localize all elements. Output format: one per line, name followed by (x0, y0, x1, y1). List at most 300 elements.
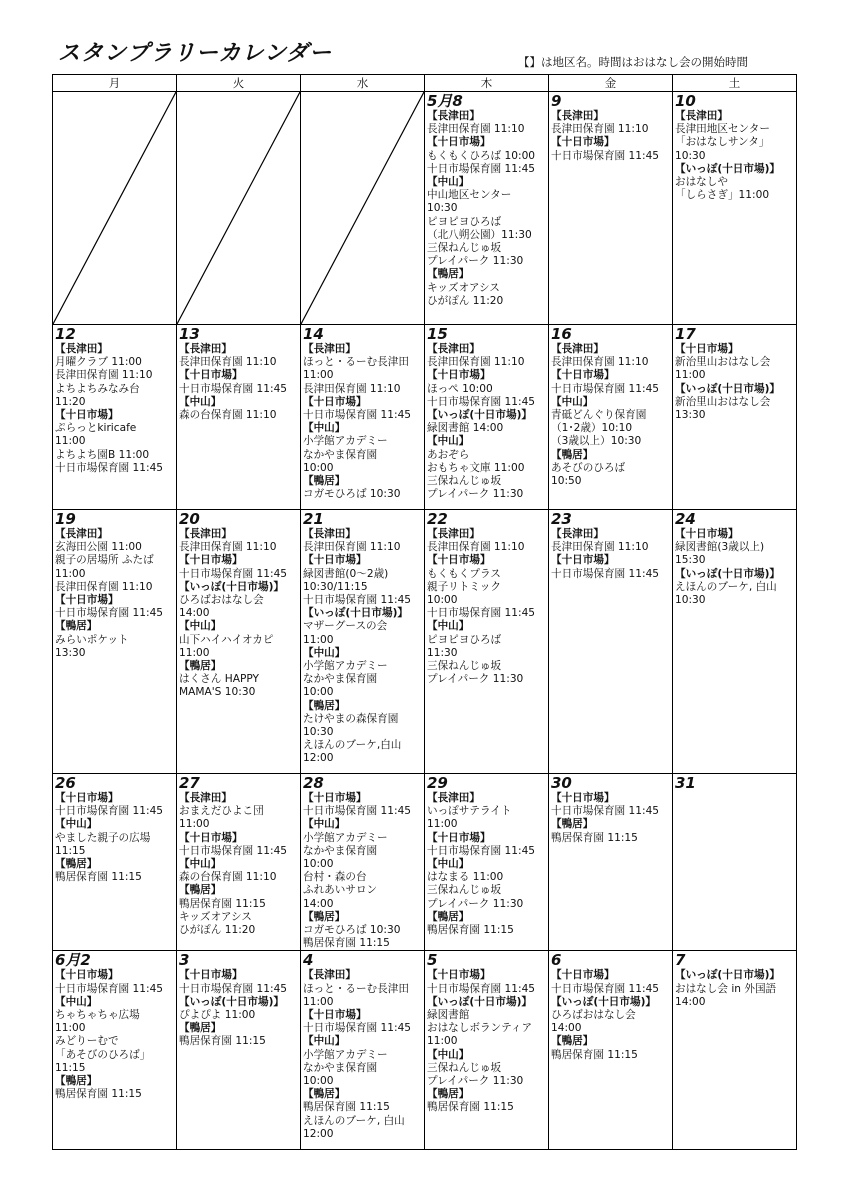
district-label: 【十日市場】 (179, 554, 243, 567)
day-number: 30 (551, 774, 572, 792)
district-label: 【長津田】 (551, 528, 604, 540)
district-label: 【長津田】 (551, 343, 604, 355)
district-label: 【長津田】 (55, 528, 108, 540)
event-line: コガモひろば 10:30 (303, 924, 401, 937)
district-label: 【中山】 (551, 395, 594, 408)
day-number: 22 (427, 510, 448, 528)
event-line: 小学館アカデミー (303, 435, 388, 448)
event-line: いっぽサテライト (427, 805, 512, 818)
district-label: 【鴨居】 (551, 818, 594, 831)
district-label: 【十日市場】 (55, 409, 119, 422)
district-label: 【中山】 (179, 858, 222, 871)
day-cell (425, 951, 549, 1150)
event-line: なかやま保育園 (303, 448, 378, 461)
day-cell (549, 325, 673, 510)
district-label: 【鴨居】 (179, 884, 222, 897)
event-line: 十日市場保育園 11:45 (179, 982, 288, 995)
district-label: 【十日市場】 (303, 395, 367, 408)
event-line: 鴨居保育園 11:15 (551, 1048, 638, 1061)
event-line: おもちゃ文庫 11:00 (427, 461, 525, 474)
event-line: 十日市場保育園 11:45 (179, 382, 288, 395)
day-number: 6 (551, 951, 562, 970)
event-line: 14:00 (551, 1022, 582, 1035)
event-line: 十日市場保育園 11:45 (551, 805, 660, 818)
district-label: 【長津田】 (55, 343, 108, 355)
district-label: 【長津田】 (179, 343, 232, 355)
event-line: （北八朔公園）11:30 (427, 228, 532, 241)
weekday-thu: 木 (425, 75, 549, 92)
district-label: 【中山】 (179, 395, 222, 408)
day-cell (53, 510, 177, 774)
event-line: 長津田保育園 11:10 (55, 580, 153, 593)
event-line: 十日市場保育園 11:45 (427, 162, 536, 175)
event-line: プレイパーク 11:30 (427, 897, 524, 910)
event-line: 10:30 (303, 726, 334, 739)
district-label: 【中山】 (303, 1035, 346, 1048)
district-label: 【いっぽ(十日市場)】 (427, 995, 533, 1008)
event-line: ほっと・るーむ長津田 (303, 356, 409, 369)
event-line: 14:00 (179, 607, 210, 620)
event-line: 11:00 (427, 818, 458, 831)
district-label: 【いっぽ(十日市場)】 (427, 409, 533, 422)
calendar-title: スタンプラリーカレンダー (58, 41, 333, 66)
event-line: 10:00 (303, 461, 334, 474)
event-line: 長津田保育園 11:10 (179, 541, 277, 554)
event-line: コガモひろば 10:30 (303, 488, 401, 501)
event-line: 13:30 (55, 646, 86, 659)
event-line: 三保ねんじゅ坂 (427, 475, 502, 488)
district-label: 【十日市場】 (303, 554, 367, 567)
weekday-wed: 水 (301, 75, 425, 92)
event-line: ほっと・るーむ長津田 (303, 982, 409, 995)
day-cell (301, 325, 425, 510)
day-number: 16 (551, 325, 572, 343)
event-line: 鴨居保育園 11:15 (551, 831, 638, 844)
event-line: 長津田地区センター (675, 123, 770, 136)
event-line: 14:00 (303, 897, 334, 910)
district-label: 【長津田】 (303, 343, 356, 355)
weekday-header (53, 75, 797, 92)
event-line: （1･2歳）10:10 (551, 422, 633, 435)
diagonal-strike (301, 92, 424, 324)
district-label: 【十日市場】 (179, 969, 243, 982)
district-label: 【十日市場】 (179, 369, 243, 382)
event-line: たけやまの森保育園 (303, 712, 399, 725)
day-number: 6月2 (55, 951, 91, 970)
event-line: 11:00 (303, 995, 334, 1008)
district-label: 【中山】 (55, 818, 98, 831)
day-number: 23 (551, 510, 572, 528)
day-cell (53, 951, 177, 1150)
district-label: 【鴨居】 (551, 448, 594, 461)
day-cell (301, 951, 425, 1150)
event-line: 十日市場保育園 11:45 (427, 395, 536, 408)
event-line: 10:00 (303, 686, 334, 699)
district-label: 【十日市場】 (675, 528, 739, 540)
day-cell (549, 92, 673, 325)
diagonal-strike (53, 92, 176, 324)
event-line: おはなしボランティア (427, 1022, 533, 1035)
district-label: 【十日市場】 (551, 136, 615, 149)
event-line: おはなし会 in 外国語 (675, 982, 777, 995)
event-line: 10:30 (675, 594, 706, 607)
event-line: 三保ねんじゅ坂 (427, 1061, 502, 1074)
event-line: 11:30 (427, 646, 458, 659)
event-line: 鴨居保育園 11:15 (303, 937, 390, 950)
week-row (53, 92, 797, 325)
empty-day-cell (177, 92, 301, 325)
event-line: 鴨居保育園 11:15 (179, 1035, 266, 1048)
event-line: 森の台保育園 11:10 (179, 409, 277, 422)
district-label: 【鴨居】 (55, 620, 98, 633)
district-label: 【十日市場】 (303, 792, 367, 804)
day-cell (673, 510, 797, 774)
district-label: 【いっぽ(十日市場)】 (551, 995, 657, 1008)
event-line: 十日市場保育園 11:45 (551, 149, 660, 162)
event-line: （3歳以上）10:30 (551, 435, 642, 448)
event-line: キッズオアシス (427, 281, 500, 294)
day-cell (673, 92, 797, 325)
event-line: よちよちみなみ台 (55, 382, 140, 395)
day-number: 13 (179, 325, 200, 343)
day-number: 26 (55, 774, 76, 792)
district-label: 【中山】 (427, 1048, 470, 1061)
district-label: 【長津田】 (427, 110, 480, 122)
event-line: やました親子の広場 (55, 831, 151, 844)
district-label: 【中山】 (427, 435, 470, 448)
event-line: 青砥どんぐり保育園 (551, 409, 647, 422)
event-line: 鴨居保育園 11:15 (55, 1088, 142, 1101)
day-cell (177, 774, 301, 951)
event-line: 11:00 (303, 633, 334, 646)
event-line: 十日市場保育園 11:45 (427, 607, 536, 620)
district-label: 【鴨居】 (303, 1088, 346, 1101)
event-line: 11:00 (675, 369, 706, 382)
event-line: 「おはなしサンタ」 (675, 136, 770, 149)
district-label: 【鴨居】 (303, 699, 346, 712)
event-line: 「しらさぎ」11:00 (675, 189, 770, 202)
district-label: 【十日市場】 (427, 136, 491, 149)
event-line: 12:00 (303, 1127, 334, 1140)
event-line: 11:20 (55, 395, 86, 408)
day-number: 15 (427, 325, 448, 343)
weekday-fri: 金 (549, 75, 673, 92)
day-cell (673, 774, 797, 951)
district-label: 【鴨居】 (179, 1022, 222, 1035)
event-line: 11:00 (55, 1022, 86, 1035)
week-row (53, 951, 797, 1150)
district-label: 【いっぽ(十日市場)】 (675, 162, 781, 175)
event-line: 緑図書館 14:00 (427, 422, 504, 435)
event-line: 十日市場保育園 11:45 (179, 844, 288, 857)
event-line: 12:00 (303, 752, 334, 765)
event-line: 十日市場保育園 11:45 (551, 382, 660, 395)
event-line: 長津田保育園 11:10 (427, 541, 525, 554)
day-cell (549, 510, 673, 774)
event-line: キッズオアシス (179, 910, 252, 923)
day-number: 7 (675, 951, 686, 970)
event-line: 13:30 (675, 409, 706, 422)
event-line: なかやま保育園 (303, 673, 378, 686)
event-line: 11:00 (55, 567, 86, 580)
event-line: 親子の居場所 ふたば (55, 554, 154, 567)
district-label: 【十日市場】 (427, 831, 491, 844)
day-cell (425, 774, 549, 951)
district-label: 【鴨居】 (55, 1075, 98, 1088)
event-line: 11:00 (55, 435, 86, 448)
event-line: 10:00 (303, 858, 334, 871)
event-line: 10:00 (427, 594, 458, 607)
district-label: 【十日市場】 (179, 831, 243, 844)
weekday-mon: 月 (53, 75, 177, 92)
event-line: プレイパーク 11:30 (427, 1075, 524, 1088)
event-line: 十日市場保育園 11:45 (551, 567, 660, 580)
day-number: 21 (303, 510, 324, 528)
district-label: 【十日市場】 (427, 554, 491, 567)
district-label: 【いっぽ(十日市場)】 (179, 995, 285, 1008)
event-line: 長津田保育園 11:10 (551, 123, 649, 136)
event-line: 14:00 (675, 995, 706, 1008)
district-label: 【十日市場】 (55, 594, 119, 607)
event-line: 十日市場保育園 11:45 (303, 409, 412, 422)
event-line: あおぞら (427, 448, 470, 461)
event-line: おまえだひよこ団 (179, 805, 264, 818)
event-line: 長津田保育園 11:10 (303, 382, 401, 395)
district-label: 【十日市場】 (427, 969, 491, 982)
event-line: 十日市場保育園 11:45 (551, 982, 660, 995)
weekday-sat: 土 (673, 75, 797, 92)
district-label: 【十日市場】 (551, 792, 615, 804)
event-line: 11:00 (179, 646, 210, 659)
event-line: おはなしや (675, 176, 728, 189)
event-line: 山下ハイハイオカピ (179, 633, 274, 646)
district-label: 【中山】 (303, 818, 346, 831)
event-line: 新治里山おはなし会 (675, 356, 771, 369)
day-cell (425, 325, 549, 510)
event-line: ひがぽん 11:20 (179, 924, 256, 937)
event-line: 十日市場保育園 11:45 (303, 805, 412, 818)
event-line: マザーグースの会 (303, 620, 388, 633)
event-line: 小学館アカデミー (303, 831, 388, 844)
day-number: 10 (675, 92, 696, 110)
event-line: 鴨居保育園 11:15 (427, 924, 514, 937)
event-line: はくさん HAPPY (179, 673, 259, 686)
district-label: 【中山】 (303, 646, 346, 659)
district-label: 【十日市場】 (551, 969, 615, 982)
event-line: 15:30 (675, 554, 706, 567)
district-label: 【長津田】 (551, 110, 604, 122)
day-cell (425, 510, 549, 774)
event-line: ひろばおはなし会 (179, 594, 264, 607)
day-number: 31 (675, 774, 696, 792)
day-number: 14 (303, 325, 324, 343)
day-number: 20 (179, 510, 200, 528)
day-number: 4 (303, 951, 314, 970)
event-line: 十日市場保育園 11:45 (303, 1022, 412, 1035)
event-line: 十日市場保育園 11:45 (427, 844, 536, 857)
event-line: 「あそびのひろば」 (55, 1048, 151, 1061)
event-line: 小学館アカデミー (303, 660, 388, 673)
event-line: 三保ねんじゅ坂 (427, 242, 502, 255)
district-label: 【中山】 (179, 620, 222, 633)
diagonal-strike (177, 92, 300, 324)
day-cell (673, 951, 797, 1150)
event-line: もくもくプラス (427, 567, 501, 580)
event-line: 長津田保育園 11:10 (551, 356, 649, 369)
district-label: 【長津田】 (427, 792, 480, 804)
event-line: プレイパーク 11:30 (427, 255, 524, 268)
district-label: 【鴨居】 (427, 910, 470, 923)
day-cell (177, 325, 301, 510)
district-label: 【長津田】 (179, 792, 232, 804)
event-line: なかやま保育園 (303, 1061, 378, 1074)
event-line: ふれあいサロン (303, 884, 378, 897)
event-line: 11:00 (427, 1035, 458, 1048)
empty-day-cell (53, 92, 177, 325)
week-row (53, 510, 797, 774)
event-line: 長津田保育園 11:10 (427, 123, 525, 136)
day-number: 29 (427, 774, 448, 792)
event-line: プレイパーク 11:30 (427, 673, 524, 686)
district-label: 【長津田】 (303, 969, 356, 982)
event-line: みどりーむで (55, 1035, 119, 1048)
district-label: 【いっぽ(十日市場)】 (675, 969, 781, 982)
event-line: 中山地区センター (427, 189, 512, 202)
day-number: 5 (427, 951, 438, 970)
district-label: 【中山】 (55, 995, 98, 1008)
district-label: 【十日市場】 (675, 343, 739, 355)
event-line: 十日市場保育園 11:45 (55, 461, 164, 474)
weekday-tue: 火 (177, 75, 301, 92)
event-line: 十日市場保育園 11:45 (55, 982, 164, 995)
event-line: 長津田保育園 11:10 (303, 541, 401, 554)
event-line: あそびのひろば (551, 461, 626, 474)
day-cell (549, 774, 673, 951)
event-line: えほんのブーケ,白山 (303, 739, 402, 752)
event-line: なかやま保育園 (303, 844, 378, 857)
event-line: えほんのブーケ, 白山 (303, 1114, 405, 1127)
day-cell (177, 510, 301, 774)
event-line: 十日市場保育園 11:45 (55, 607, 164, 620)
event-line: 新治里山おはなし会 (675, 395, 771, 408)
event-line: ピヨピヨひろば (427, 633, 502, 646)
event-line: 10:30 (675, 149, 706, 162)
event-line: 十日市場保育園 11:45 (55, 805, 164, 818)
district-label: 【鴨居】 (551, 1035, 594, 1048)
event-line: 三保ねんじゅ坂 (427, 660, 502, 673)
event-line: 11:15 (55, 1061, 86, 1074)
event-line: 長津田保育園 11:10 (427, 356, 525, 369)
district-label: 【中山】 (427, 858, 470, 871)
day-cell (549, 951, 673, 1150)
event-line: 森の台保育園 11:10 (179, 871, 277, 884)
event-line: えほんのブーケ, 白山 (675, 580, 777, 593)
district-label: 【十日市場】 (551, 554, 615, 567)
event-line: 十日市場保育園 11:45 (303, 594, 412, 607)
event-line: 小学館アカデミー (303, 1048, 388, 1061)
day-cell (53, 325, 177, 510)
district-label: 【長津田】 (303, 528, 356, 540)
event-line: 10:50 (551, 475, 582, 488)
event-line: 11:15 (55, 844, 86, 857)
day-cell (301, 510, 425, 774)
district-label: 【十日市場】 (427, 369, 491, 382)
district-label: 【鴨居】 (427, 268, 470, 281)
district-label: 【鴨居】 (55, 858, 98, 871)
event-line: ひがぽん 11:20 (427, 294, 504, 307)
event-line: 長津田保育園 11:10 (551, 541, 649, 554)
event-line: 長津田保育園 11:10 (55, 369, 153, 382)
event-line: 緑図書館(3歳以上) (675, 541, 765, 554)
event-line: 鴨居保育園 11:15 (427, 1101, 514, 1114)
district-label: 【中山】 (303, 422, 346, 435)
day-cell (673, 325, 797, 510)
district-label: 【鴨居】 (179, 660, 222, 673)
district-label: 【いっぽ(十日市場)】 (675, 567, 781, 580)
event-line: 長津田保育園 11:10 (179, 356, 277, 369)
day-cell (301, 774, 425, 951)
day-number: 3 (179, 951, 190, 970)
day-number: 17 (675, 325, 696, 343)
day-number: 27 (179, 774, 200, 792)
event-line: 10:30 (427, 202, 458, 215)
event-line: 鴨居保育園 11:15 (55, 871, 142, 884)
event-line: 親子リトミック (427, 580, 501, 593)
district-label: 【十日市場】 (551, 369, 615, 382)
event-line: 月曜クラブ 11:00 (55, 356, 142, 369)
event-line: MAMA'S 10:30 (179, 686, 256, 699)
district-label: 【長津田】 (427, 528, 480, 540)
legend-note: 【】は地区名。時間はおはなし会の開始時間 (518, 55, 748, 69)
district-label: 【鴨居】 (427, 1088, 470, 1101)
event-line: 緑図書館(0〜2歳) (303, 567, 389, 580)
district-label: 【いっぽ(十日市場)】 (179, 580, 285, 593)
district-label: 【長津田】 (179, 528, 232, 540)
event-line: もくもくひろば 10:00 (427, 149, 536, 162)
district-label: 【いっぽ(十日市場)】 (675, 382, 781, 395)
event-line: 鴨居保育園 11:15 (303, 1101, 390, 1114)
event-line: 十日市場保育園 11:45 (179, 567, 288, 580)
event-line: みらいポケット (55, 633, 129, 646)
event-line: ぷらっとkiricafe (55, 422, 137, 435)
week-row (53, 325, 797, 510)
day-cell (177, 951, 301, 1150)
day-number: 5月8 (427, 92, 463, 110)
district-label: 【鴨居】 (303, 910, 346, 923)
event-line: 11:00 (179, 818, 210, 831)
event-line: 台村・森の台 (303, 871, 367, 884)
event-line: 三保ねんじゅ坂 (427, 884, 502, 897)
event-line: はなまる 11:00 (427, 871, 504, 884)
event-line: ひろばおはなし会 (551, 1009, 636, 1022)
event-line: ぴよぴよ 11:00 (179, 1009, 256, 1022)
event-line: プレイパーク 11:30 (427, 488, 524, 501)
district-label: 【長津田】 (427, 343, 480, 355)
week-row (53, 774, 797, 951)
district-label: 【十日市場】 (303, 1009, 367, 1022)
day-cell (425, 92, 549, 325)
event-line: 緑図書館 (427, 1009, 470, 1022)
event-line: ピヨピヨひろば (427, 215, 502, 228)
event-line: 11:00 (303, 369, 334, 382)
event-line: 10:30/11:15 (303, 580, 368, 593)
district-label: 【十日市場】 (55, 969, 119, 982)
district-label: 【十日市場】 (55, 792, 119, 804)
event-line: 十日市場保育園 11:45 (427, 982, 536, 995)
calendar-grid (52, 74, 797, 1150)
empty-day-cell (301, 92, 425, 325)
event-line: よちよち園B 11:00 (55, 448, 150, 461)
